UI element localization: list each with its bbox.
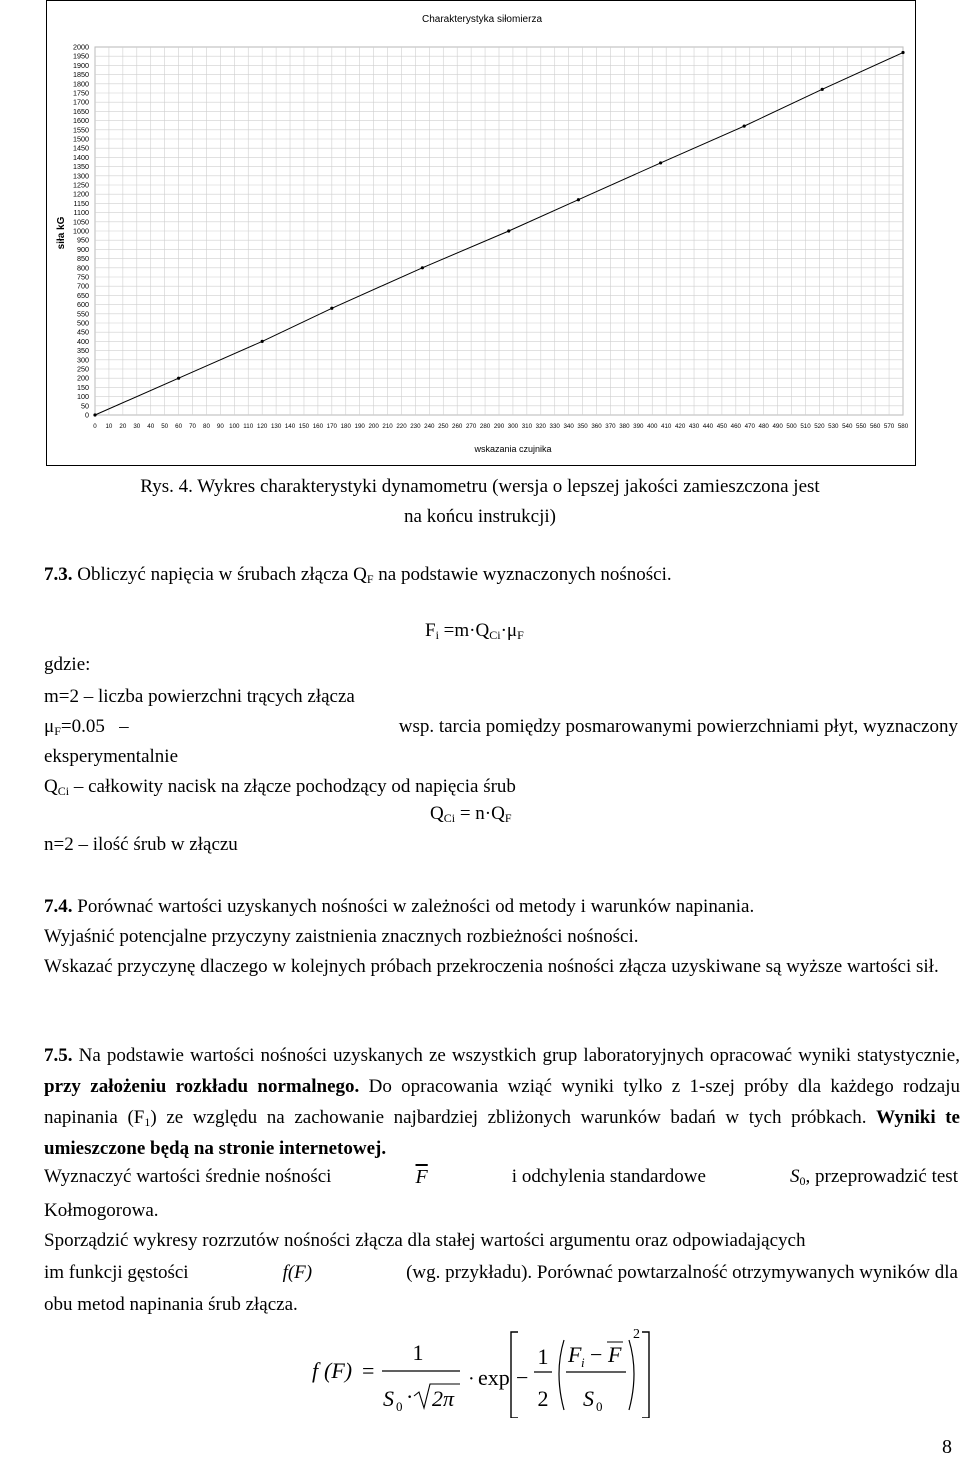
data-point — [743, 125, 746, 128]
data-point — [261, 340, 264, 343]
right-paren — [629, 1340, 634, 1410]
x-tick-label: 460 — [730, 423, 741, 430]
x-tick-label: 150 — [298, 423, 310, 430]
x-tick-label: 500 — [786, 423, 797, 430]
x-tick-label: 410 — [661, 423, 672, 430]
x-tick-label: 160 — [312, 423, 324, 430]
formula-symbol: F — [425, 620, 436, 641]
f-symbol: f — [312, 1358, 319, 1383]
x-tick-label: 310 — [521, 423, 533, 430]
x-tick-label: 480 — [758, 423, 769, 430]
y-axis-label: siła kG — [56, 216, 67, 250]
mu-symbol — [44, 712, 129, 742]
y-tick-label: 1800 — [73, 79, 89, 89]
x-tick-label: 90 — [216, 423, 224, 430]
subscript: Ci — [57, 784, 70, 798]
x-tick-label: 0 — [93, 423, 97, 430]
text: (wg. przykładu). Porównać powtarzalność otrzymywanych wyników dla — [406, 1262, 958, 1283]
symbol: μ — [44, 716, 55, 737]
subscript: i — [581, 1355, 585, 1370]
y-tick-label: 800 — [77, 263, 89, 273]
x-tick-label: 380 — [619, 423, 630, 430]
y-tick-label: 1600 — [73, 116, 89, 126]
y-tick-label: 1350 — [73, 162, 89, 172]
exp: exp — [478, 1365, 510, 1390]
x-tick-label: 470 — [744, 423, 755, 430]
x-tick-label: 370 — [605, 423, 616, 430]
x-tick-label: 530 — [828, 423, 839, 430]
y-tick-label: 1900 — [73, 60, 89, 70]
equals: = — [362, 1358, 375, 1383]
x-tick-label: 290 — [493, 423, 505, 430]
x-tick-label: 140 — [284, 423, 296, 430]
subscript: Ci — [489, 628, 501, 642]
symbol: = n·Q — [455, 803, 505, 824]
dot: · — [468, 1368, 475, 1390]
data-point — [330, 307, 333, 310]
y-tick-label: 1250 — [73, 180, 89, 190]
subscript: 0 — [799, 1174, 806, 1188]
y-tick-label: 450 — [77, 327, 89, 337]
x-tick-label: 20 — [119, 423, 127, 430]
x-tick-label: 60 — [175, 423, 183, 430]
y-tick-label: 300 — [77, 355, 89, 365]
friction-formula — [425, 620, 524, 642]
x-tick-label: 300 — [507, 423, 519, 430]
y-tick-label: 1850 — [73, 70, 89, 80]
x-tick-label: 570 — [883, 423, 895, 430]
mu-description: wsp. tarcia pomiędzy posmarowanymi powierzchniami płyt, wyznaczony — [398, 716, 958, 737]
x-tick-label: 250 — [438, 423, 449, 430]
text: im funkcji gęstości — [44, 1262, 189, 1283]
definition: – całkowity nacisk na złącze pochodzący od napięcia śrub — [69, 776, 516, 797]
section-7-4 — [44, 892, 960, 922]
y-tick-label: 200 — [77, 373, 89, 383]
y-tick-label: 950 — [77, 235, 89, 245]
data-point — [93, 413, 96, 416]
data-point — [659, 161, 662, 164]
s0-symbol: S — [583, 1386, 594, 1411]
x-tick-label: 450 — [716, 423, 728, 430]
symbol: S — [790, 1166, 800, 1187]
data-point — [177, 377, 180, 380]
x-tick-label: 240 — [424, 423, 435, 430]
x-tick-label: 540 — [842, 423, 853, 430]
x-tick-label: 520 — [814, 423, 825, 430]
subscript: F — [517, 628, 524, 642]
data-point — [577, 198, 580, 201]
x-tick-label: 270 — [465, 423, 477, 430]
section-text: na podstawie wyznaczonych nośności. — [373, 564, 672, 585]
subscript: i — [435, 628, 439, 642]
x-tick-label: 440 — [702, 423, 714, 430]
data-point — [901, 51, 904, 54]
normal-density-formula — [300, 1318, 680, 1418]
y-tick-label: 700 — [77, 281, 89, 291]
section-7-3-heading — [44, 560, 960, 590]
section-7-4-line2: Wyjaśnić potencjalne przyczyny zaistnienia znacznych rozbieżności nośności. — [44, 926, 639, 947]
y-tick-label: 1050 — [73, 217, 89, 227]
y-tick-label: 550 — [77, 309, 89, 319]
text: Wyznaczyć wartości średnie nośności — [44, 1166, 332, 1187]
x-tick-label: 120 — [257, 423, 268, 430]
x-tick-label: 260 — [452, 423, 463, 430]
q-definition — [44, 772, 960, 802]
n-definition: n=2 – ilość śrub w złączu — [44, 834, 238, 855]
chart-frame — [46, 0, 916, 466]
y-tick-label: 1550 — [73, 125, 89, 135]
subscript: 0 — [596, 1399, 603, 1414]
y-tick-label: 1150 — [73, 198, 89, 208]
symbol: Q — [44, 776, 58, 797]
x-tick-label: 190 — [354, 423, 365, 430]
y-tick-label: 2000 — [73, 42, 89, 52]
left-paren — [559, 1340, 564, 1410]
subscript: Ci — [443, 811, 456, 825]
x-tick-label: 320 — [535, 423, 546, 430]
x-tick-label: 420 — [674, 423, 686, 430]
x-tick-label: 30 — [133, 423, 141, 430]
x-tick-label: 350 — [577, 423, 588, 430]
data-point — [821, 88, 824, 91]
y-tick-label: 400 — [77, 336, 89, 346]
where-label: gdzie: — [44, 654, 91, 675]
x-tick-label: 70 — [189, 423, 196, 430]
section-7-5-p3-line2 — [44, 1258, 958, 1288]
x-tick-label: 210 — [382, 423, 393, 430]
formula-symbol: ·μ — [500, 620, 518, 641]
x-tick-label: 80 — [203, 423, 210, 430]
x-tick-label: 330 — [549, 423, 560, 430]
y-tick-label: 250 — [77, 364, 89, 374]
subscript: F — [54, 724, 61, 738]
section-text: ) ze względu na zachowanie najbardziej zbliżonych warunków badań w tych próbkach. — [150, 1107, 877, 1128]
x-tick-label: 490 — [772, 423, 783, 430]
y-tick-label: 1700 — [73, 97, 89, 107]
y-tick-label: 500 — [77, 318, 89, 328]
y-tick-label: 1000 — [73, 226, 89, 236]
x-tick-label: 110 — [243, 423, 254, 430]
section-7-5-kolmogorov: Kołmogorowa. — [44, 1200, 159, 1221]
mu-description-cont: eksperymentalnie — [44, 746, 179, 767]
half-denominator: 2 — [537, 1386, 549, 1411]
x-tick-label: 580 — [897, 423, 909, 430]
y-tick-label: 1450 — [73, 143, 89, 153]
y-tick-label: 750 — [77, 272, 89, 282]
power: 2 — [633, 1327, 640, 1342]
section-7-4-line3: Wskazać przyczynę dlaczego w kolejnych próbach przekroczenia nośności złącza uzyskiwane są wyższe wartości sił. — [44, 956, 939, 977]
x-axis-label: wskazania czujnika — [474, 444, 552, 454]
figure-caption: Rys. 4. Wykres charakterystyki dynamometru (wersja o lepszej jakości zamieszczona jest na końcu instrukcji) — [140, 476, 820, 527]
section-text: Obliczyć napięcia w śrubach złącza Q — [72, 564, 367, 585]
data-point — [421, 266, 424, 269]
y-tick-label: 150 — [77, 382, 89, 392]
x-tick-label: 390 — [633, 423, 644, 430]
x-tick-label: 40 — [147, 423, 155, 430]
x-tick-label: 180 — [340, 423, 351, 430]
numerator: 1 — [412, 1340, 424, 1365]
subscript: F — [366, 572, 374, 586]
bold-text: przy założeniu rozkładu normalnego. — [44, 1076, 360, 1097]
y-tick-label: 1200 — [73, 189, 89, 199]
section-text: Na podstawie wartości nośności uzyskanych ze wszystkich grup laboratoryjnych opracować wyniki statystycznie, — [72, 1045, 960, 1066]
s0-symbol: S — [383, 1386, 394, 1411]
section-7-5 — [44, 1040, 960, 1164]
x-tick-label: 430 — [688, 423, 700, 430]
x-tick-label: 280 — [479, 423, 491, 430]
q-formula — [430, 803, 512, 825]
arg-symbol: (F) — [324, 1358, 353, 1383]
page-number: 8 — [942, 1436, 952, 1458]
x-tick-label: 220 — [396, 423, 407, 430]
y-tick-label: 900 — [77, 244, 89, 254]
x-tick-label: 360 — [591, 423, 602, 430]
symbol: f — [282, 1262, 288, 1283]
y-tick-label: 1300 — [73, 171, 89, 181]
density-symbol — [283, 1258, 313, 1288]
data-point — [507, 229, 510, 232]
y-tick-label: 600 — [77, 300, 89, 310]
sqrt-arg: 2π — [432, 1386, 455, 1411]
y-tick-label: 1750 — [73, 88, 89, 98]
x-tick-label: 200 — [368, 423, 379, 430]
x-tick-label: 550 — [856, 423, 867, 430]
subscript: F — [504, 811, 512, 825]
y-tick-label: 1400 — [73, 152, 89, 162]
x-tick-label: 230 — [410, 423, 421, 430]
text: i odchylenia standardowe — [511, 1166, 706, 1187]
dot: · — [406, 1384, 414, 1409]
minus: − — [516, 1365, 529, 1390]
dash: – — [119, 716, 129, 737]
symbol: Q — [430, 803, 444, 824]
x-tick-label: 50 — [161, 423, 169, 430]
y-tick-label: 1650 — [73, 106, 89, 116]
x-tick-label: 130 — [270, 423, 282, 430]
x-tick-label: 340 — [563, 423, 574, 430]
std-symbol — [790, 1162, 958, 1192]
right-bracket — [642, 1332, 649, 1418]
minus: − — [590, 1342, 603, 1367]
x-tick-label: 170 — [326, 423, 337, 430]
y-tick-label: 650 — [77, 290, 89, 300]
subscript: 0 — [396, 1399, 403, 1414]
half-numerator: 1 — [537, 1344, 549, 1369]
mu-definition — [44, 712, 958, 742]
section-7-5-p3-line3: obu metod napinania śrub złącza. — [44, 1294, 298, 1315]
x-tick-label: 510 — [800, 423, 811, 430]
section-text: Do opracowania wziąć wyniki tylko z 1-szej próby dla każdego rodzaju napinania (F — [44, 1076, 960, 1128]
x-tick-label: 10 — [105, 423, 113, 430]
chart-title: Charakterystyka siłomierza — [421, 14, 543, 25]
section-text: Porównać wartości uzyskanych nośności w zależności od metody i warunków napinania. — [72, 896, 755, 917]
mean-symbol: $\overline{F}$ — [415, 1166, 428, 1188]
x-tick-label: 100 — [229, 423, 240, 430]
x-tick-label: 400 — [647, 423, 658, 430]
y-tick-label: 50 — [81, 401, 89, 411]
subscript: 1 — [144, 1115, 151, 1129]
bold-text: Wyniki te umieszczone będą na stronie internetowej. — [44, 1107, 960, 1159]
m-definition: m=2 – liczba powierzchni trących złącza — [44, 686, 355, 707]
fbar-symbol: F — [608, 1342, 622, 1367]
y-tick-label: 0 — [85, 410, 89, 420]
section-number: 7.4. — [44, 896, 73, 917]
y-tick-label: 100 — [77, 392, 89, 402]
y-tick-label: 1100 — [73, 208, 89, 218]
text: , przeprowadzić test — [805, 1166, 958, 1187]
y-tick-label: 1500 — [73, 134, 89, 144]
x-tick-label: 560 — [869, 423, 881, 430]
y-tick-label: 850 — [77, 254, 89, 264]
section-7-5-mean-line — [44, 1162, 958, 1192]
value: =0.05 — [60, 716, 105, 737]
fi-symbol: F — [568, 1342, 582, 1367]
section-number: 7.3. — [44, 564, 73, 585]
section-7-5-p3-line1: Sporządzić wykresy rozrzutów nośności złącza dla stałej wartości argumentu oraz odpowiadających — [44, 1230, 806, 1251]
dynamometer-chart — [47, 1, 917, 467]
y-tick-label: 1950 — [73, 51, 89, 61]
formula-symbol: =m·Q — [438, 620, 490, 641]
section-number: 7.5. — [44, 1045, 73, 1066]
symbol: (F) — [287, 1262, 313, 1283]
y-tick-label: 350 — [77, 346, 89, 356]
